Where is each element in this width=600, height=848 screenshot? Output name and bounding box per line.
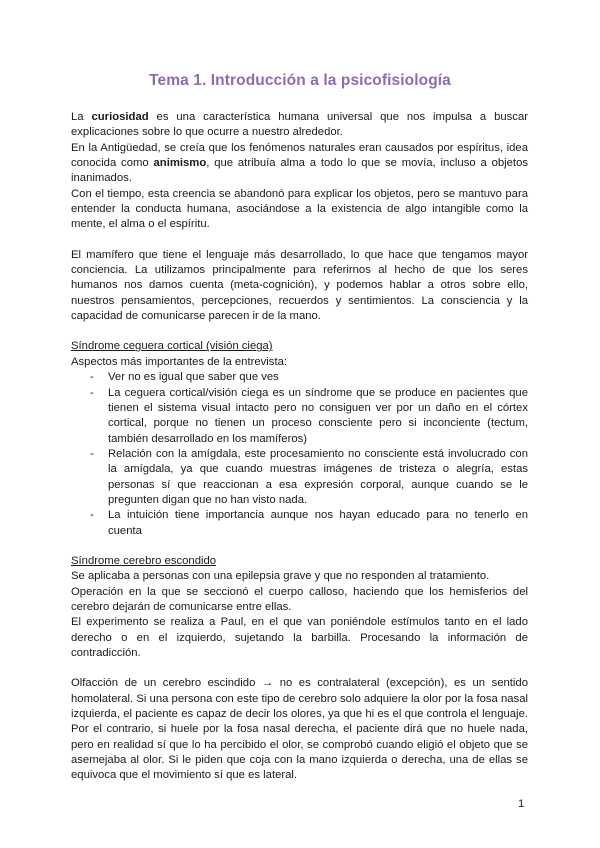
intro-paragraph-curiosity: La curiosidad es una característica humana universal que nos impulsa a buscar explicaciones sobre lo que ocurre a nuestro alrededor. [71,111,528,139]
term-animismo: animismo [153,157,207,170]
list-item: - La ceguera cortical/visión ciega es un síndrome que se produce en pacientes que tienen el sistema visual intacto pero no consiguen ver por un daño en el córtex cortical, porque no tienen un proceso consciente pero si inconciente (tectum, también desarrollado en los mamíferos) [71,386,528,447]
section2-paragraph-1: Se aplicaba a personas con una epilepsia grave y que no responden al tratamiento. [71,570,490,583]
page-number: 1 [518,798,525,810]
section-subheading: Aspectos más importantes de la entrevista: [71,355,287,368]
list-item: - Relación con la amígdala, este procesamiento no consciente está involucrado con la amígdala, ya que cuando muestras imágenes de tristeza o alegría, estas personas sí que reaccionan a esa expresión corporal, aunque cuando se le pregunten digan que no han visto nada. [71,447,528,508]
document-title: Tema 1. Introducción a la psicofisiología [149,72,451,89]
list-item: - La intuición tiene importancia aunque nos hayan educado para no tenerlo en cuenta [71,508,528,539]
section2-paragraph-2: Operación en la que se seccionó el cuerpo calloso, haciendo que los hemisferios del cerebro dejarán de comunicarse entre ellas. [71,585,528,613]
section-heading-cerebro: Síndrome cerebro escondido [71,554,217,567]
section2-paragraph-3: El experimento se realiza a Paul, en el que van poniéndole estímulos tanto en el lado derecho o en el izquierdo, sujetando la barbilla. Procesando la información de contradicción. [71,616,528,659]
term-curiosidad: curiosidad [91,111,149,123]
bullet-list [71,370,528,539]
intro-paragraph-animismo: En la Antigüedad, se creía que los fenómenos naturales eran causados por espíritus, idea conocida como animismo, que atribuía alma a todo lo que se movía, incluso a objetos inanimados. [71,141,529,185]
document-body [71,110,528,784]
language-paragraph: El mamífero que tiene el lenguaje más desarrollado, lo que hace que tengamos mayor conciencia. La utilizamos principalmente para referirnos al hecho de que los seres humanos nos damos cuenta (meta-cognición), y podemos hablar a otros sobre ello, nuestros pensamientos, percepciones, recuerdos y sentimientos. La consciencia y la capacidad de comunicarse parecen ir de la mano. [71,248,528,323]
section-heading-ceguera: Síndrome ceguera cortical (visión ciega) [71,340,273,353]
olfaction-paragraph: Olfacción de un cerebro escindido → no es contralateral (excepción), es un sentido homolateral. Si una persona con este tipo de cerebro solo adquiere la olor por la fosa nasal izquierda, el paciente es capaz de decir los olores, ya que hi es el que controla el lenguaje. Por el contrario, si huele por la fosa nasal derecha, el paciente dirá que no huele nada, pero en realidad sí que lo ha percibido el olor, se comprobó cuando eligió el objeto que se asemejaba al olor. Si le piden que coja con la mano izquierda o derecha, una de ellas se equivoca que el movimiento sí que es lateral. [71,677,528,782]
list-item: - Ver no es igual que saber que ves [71,370,528,385]
intro-paragraph-mind: Con el tiempo, esta creencia se abandonó para explicar los objetos, pero se mantuvo para entender la conducta humana, asociándose a la existencia de algo intangible como la mente, el alma o el espíritu. [71,187,528,231]
